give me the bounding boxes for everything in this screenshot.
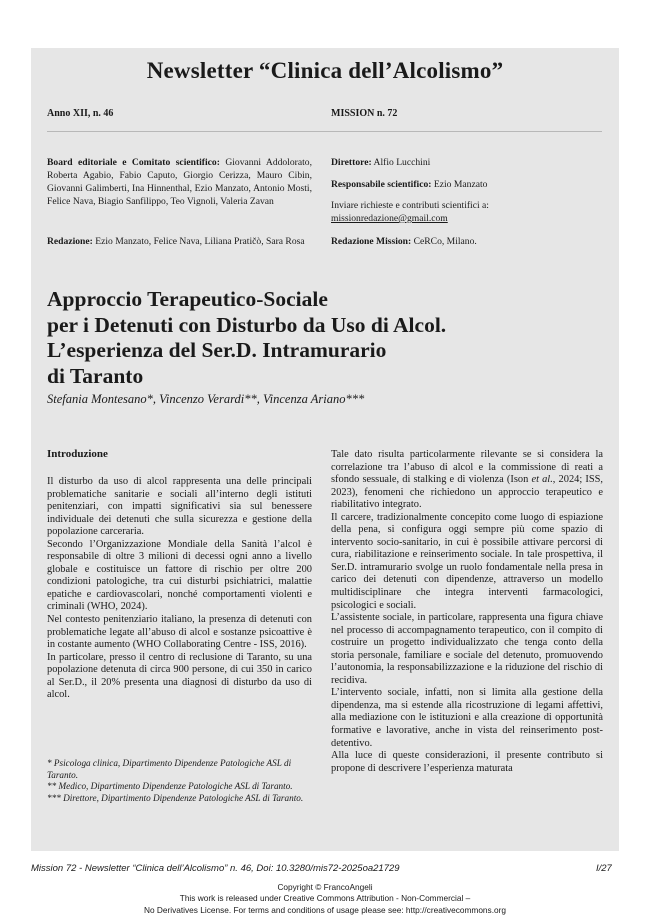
- board-label: Board editoriale e Comitato scientifico:: [47, 157, 220, 168]
- inviare-block: [331, 199, 603, 225]
- title-line-4: di Taranto: [47, 363, 144, 388]
- newsletter-title: Newsletter “Clinica dell’Alcolismo”: [146, 58, 504, 83]
- issue-right: MISSION n. 72: [331, 108, 398, 119]
- copyright-line: Copyright © FrancoAngeli: [277, 882, 373, 892]
- right-paragraph: Alla luce di queste considerazioni, il presente contributo si propone di descrivere l’esperienza maturata: [331, 750, 603, 774]
- email-link[interactable]: missionredazione@gmail.com: [331, 213, 448, 224]
- right-paragraph: L’assistente sociale, in particolare, rappresenta una figura chiave nel processo di accompagnamento terapeutico, con il compito di costruire un progetto individualizzato che tenga conto della storia personale, familiare e sociale del detenuto, promuovendo l’autonomia, la responsabilizzazione e la riduzione del rischio di recidiva.: [331, 612, 603, 686]
- red-mission-block: [331, 235, 603, 248]
- left-column: [47, 476, 312, 702]
- page-number: I/27: [596, 863, 612, 874]
- redazione-text: Ezio Manzato, Felice Nava, Liliana Pratičò, Sara Rosa: [95, 236, 305, 247]
- left-paragraph: Nel contesto penitenziario italiano, la presenza di detenuti con problematiche legate all’abuso di alcol e sostanze psicoattive è in costante aumento (WHO Collaborating Centre - ISS, 2016).: [47, 614, 312, 651]
- right-paragraph: Il carcere, tradizionalmente concepito come luogo di espiazione della pena, si configura oggi sempre più come spazio di intervento socio-sanitario, in cui è possibile attivare percorsi di cura, riabilitazione e reinserimento sociale. In tale prospettiva, il Ser.D. intramurario svolge un ruolo fondamentale nella presa in carico dei detenuti con dipendenze, attraverso un modello multidisciplinare che integra interventi farmacologici, psicologici e sociali.: [331, 511, 603, 611]
- red-mission-label: Redazione Mission:: [331, 236, 412, 247]
- responsabile-block: [331, 178, 603, 191]
- author-note: ** Medico, Dipartimento Dipendenze Patologiche ASL di Taranto.: [47, 781, 293, 791]
- author-note: *** Direttore, Dipartimento Dipendenze Patologiche ASL di Taranto.: [47, 792, 304, 803]
- right-paragraph: L’intervento sociale, infatti, non si limita alla gestione della dipendenza, ma si estende alla ricostruzione di legami affettivi, alla mediazione con le istituzioni e alla creazione di opportunità formative e lavorative, anche in vista del reinserimento post-detentivo.: [331, 687, 603, 749]
- left-paragraph: Il disturbo da uso di alcol rappresenta una delle principali problematiche sanitarie e sociali all’interno degli istituti penitenziari, con impatti significativi sia sul benessere individuale dei detenuti che sulla sicurezza e gestione della popolazione carceraria.: [47, 476, 312, 538]
- copyright-line: No Derivatives License. For terms and conditions of usage please see: http://creativecommons.org: [143, 904, 506, 915]
- footer-citation: Mission 72 - Newsletter “Clinica dell’Alcolismo” n. 46, Doi: 10.3280/mis72-2025oa21729: [31, 863, 400, 874]
- text-run: , 2024; ISS, 2023), fenomeni che richiedono un approccio terapeutico e riabilitativo integrato.: [331, 474, 603, 511]
- board-text: Giovanni Addolorato, Roberta Agabio, Fabio Caputo, Giorgio Cerizza, Mauro Cibin, Giovanni Galimberti, Ina Hinnenthal, Ezio Manzato, Antonio Mosti, Felice Nava, Biagio Sanfilippo, Teo Vignoli, Valeria Zavan: [47, 157, 312, 207]
- direttore-text: Alfio Lucchini: [373, 157, 431, 168]
- text-run-italic: et al.: [531, 474, 553, 486]
- copyright-notice: [0, 882, 650, 916]
- red-mission-text: CeRCo, Milano.: [413, 236, 477, 247]
- responsabile-label: Responsabile scientifico:: [331, 179, 432, 190]
- divider-top: [47, 131, 602, 132]
- author-note: * Psicologa clinica, Dipartimento Dipendenze Patologiche ASL di Taranto.: [47, 758, 292, 780]
- title-line-2: per i Detenuti con Disturbo da Uso di Alcol.: [47, 312, 447, 337]
- article-authors: Stefania Montesano*, Vincenzo Verardi**, Vincenza Ariano***: [47, 392, 365, 406]
- direttore-label: Direttore:: [331, 157, 372, 168]
- right-column: [331, 449, 603, 775]
- redazione-block: [47, 235, 312, 248]
- right-paragraph: [331, 449, 603, 512]
- left-paragraph: Secondo l’Organizzazione Mondiale della Sanità l’alcol è responsabile di oltre 3 milioni di decessi ogni anno a livello globale e costituisce un fattore di rischio per oltre 200 condizioni patologiche, tra cui disturbi psichiatrici, malattie epatiche e cardiovascolari, nonché comportamenti violenti e criminali (WHO, 2024).: [47, 538, 312, 613]
- board-block: [47, 156, 312, 208]
- left-paragraph: In particolare, presso il centro di reclusione di Taranto, su una popolazione detenuta di circa 900 persone, di cui 350 in carico al Ser.D., il 20% presenta una diagnosi di disturbo da uso di alcol.: [47, 651, 312, 701]
- redazione-label: Redazione:: [47, 236, 93, 247]
- inviare-text: Inviare richieste e contributi scientifici a:: [331, 200, 489, 211]
- title-line-1: Approccio Terapeutico-Sociale: [47, 287, 328, 311]
- article-title: [47, 287, 607, 389]
- copyright-line: This work is released under Creative Commons Attribution - Non-Commercial –: [179, 893, 471, 904]
- title-line-3: L’esperienza del Ser.D. Intramurario: [47, 338, 387, 362]
- direttore-block: [331, 156, 603, 169]
- issue-left: Anno XII, n. 46: [47, 108, 114, 119]
- responsabile-text: Ezio Manzato: [433, 179, 488, 190]
- text-run: Tale dato risulta particolarmente rilevante se si considera la correlazione tra l’abuso di alcol e la commissione di reati a sfondo sessuale, di stalking e di violenza (Ison: [331, 449, 603, 486]
- author-notes: [47, 758, 312, 804]
- intro-heading: Introduzione: [47, 448, 108, 460]
